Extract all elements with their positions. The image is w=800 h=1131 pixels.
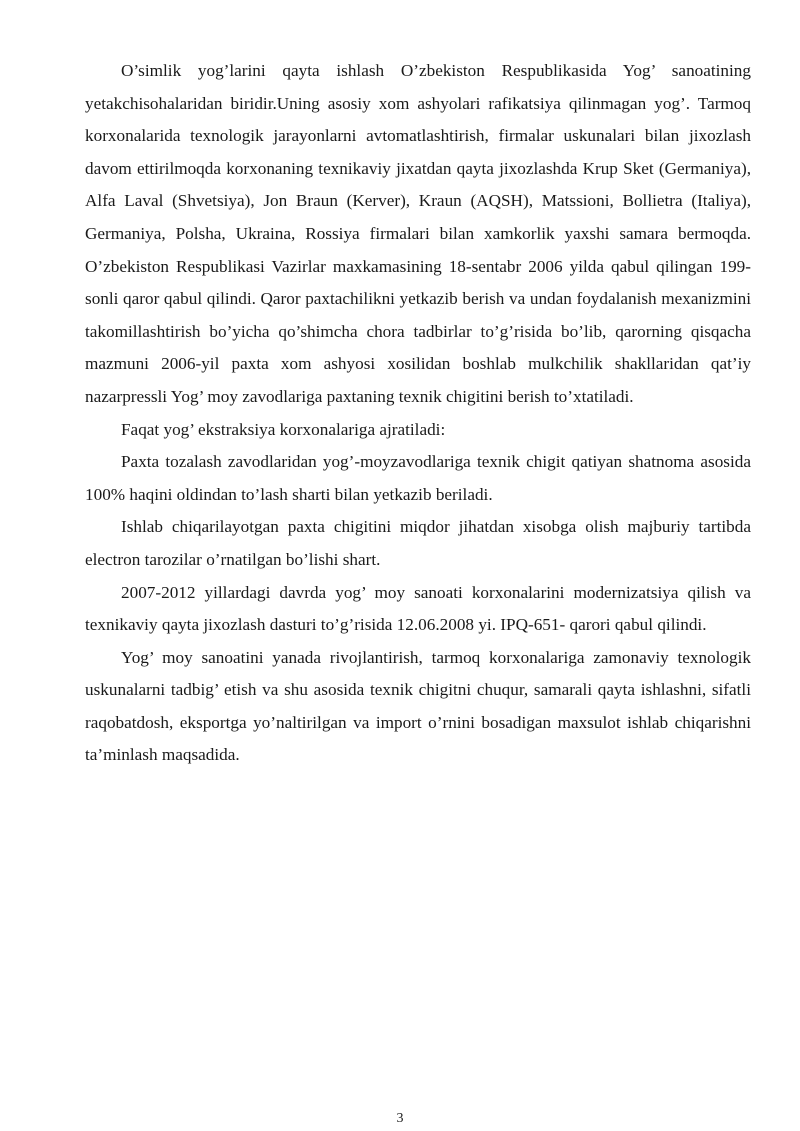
paragraph: Paxta tozalash zavodlaridan yog’-moyzavodlariga texnik chigit qatiyan shatnoma asosida 100% haqini oldindan to’lash sharti bilan yetkazib beriladi. xyxy=(85,452,751,504)
paragraph: Ishlab chiqarilayotgan paxta chigitini miqdor jihatdan xisobga olish majburiy tartibda electron tarozilar o’rnatilgan bo’lishi shart. xyxy=(85,517,751,569)
paragraph: 2007-2012 yillardagi davrda yog’ moy sanoati korxonalarini modernizatsiya qilish va texnikaviy qayta jixozlash dasturi to’g’risida 12.06.2008 yi. IPQ-651- qarori qabul qilindi. xyxy=(85,582,751,635)
paragraph: Faqat yog’ ekstraksiya korxonalariga ajratiladi: xyxy=(121,419,446,439)
page-body xyxy=(85,55,751,772)
paragraph: O’simlik yog’larini qayta ishlash O’zbekiston Respublikasida Yog’ sanoatining yetakchisohalaridan biridir.Uning asosiy xom ashyolari rafikatsiya qilinmagan yog’. Tarmoq korxonalarida texnologik jarayonlarni avtomatlashtirish, firmalar uskunalari bilan jixozlash davom ettirilmoqda korxonaning texnikaviy jixatdan qayta jixozlashda Krup Sket (Germaniya), Alfa Laval (Shvetsiya), Jon Braun (Kerver), Kraun (AQSH), Matssioni, Bollietra (Italiya), Germaniya, Polsha, Ukraina, Rossiya firmalari bilan xamkorlik yaxshi samara bermoqda. O’zbekiston Respublikasi Vazirlar maxkamasining 18-sentabr 2006 yilda qabul qilingan 199- sonli qaror qabul qilindi. Qaror paxtachilikni yetkazib berish va undan foydalanish mexanizmini takomillashtirish bo’yicha qo’shimcha chora tadbirlar to’g’risida bo’lib, qarorning qisqacha mazmuni 2006-yil paxta xom ashyosi xosilidan boshlab mulkchilik shakllaridan qat’iy nazarpressli Yog’ moy zavodlariga paxtaning texnik chigitini berish to’xtatiladi. xyxy=(85,61,751,406)
paragraph: Yog’ moy sanoatini yanada rivojlantirish, tarmoq korxonalariga zamonaviy texnologik uskunalarni tadbig’ etish va shu asosida texnik chigitni chuqur, samarali qayta ishlashni, sifatli raqobatdosh, eksportga yo’naltirilgan va import o’rnini bosadigan maxsulot ishlab chiqarishni ta’minlash maqsadida. xyxy=(85,647,751,765)
page-number: 3 xyxy=(396,1111,404,1126)
